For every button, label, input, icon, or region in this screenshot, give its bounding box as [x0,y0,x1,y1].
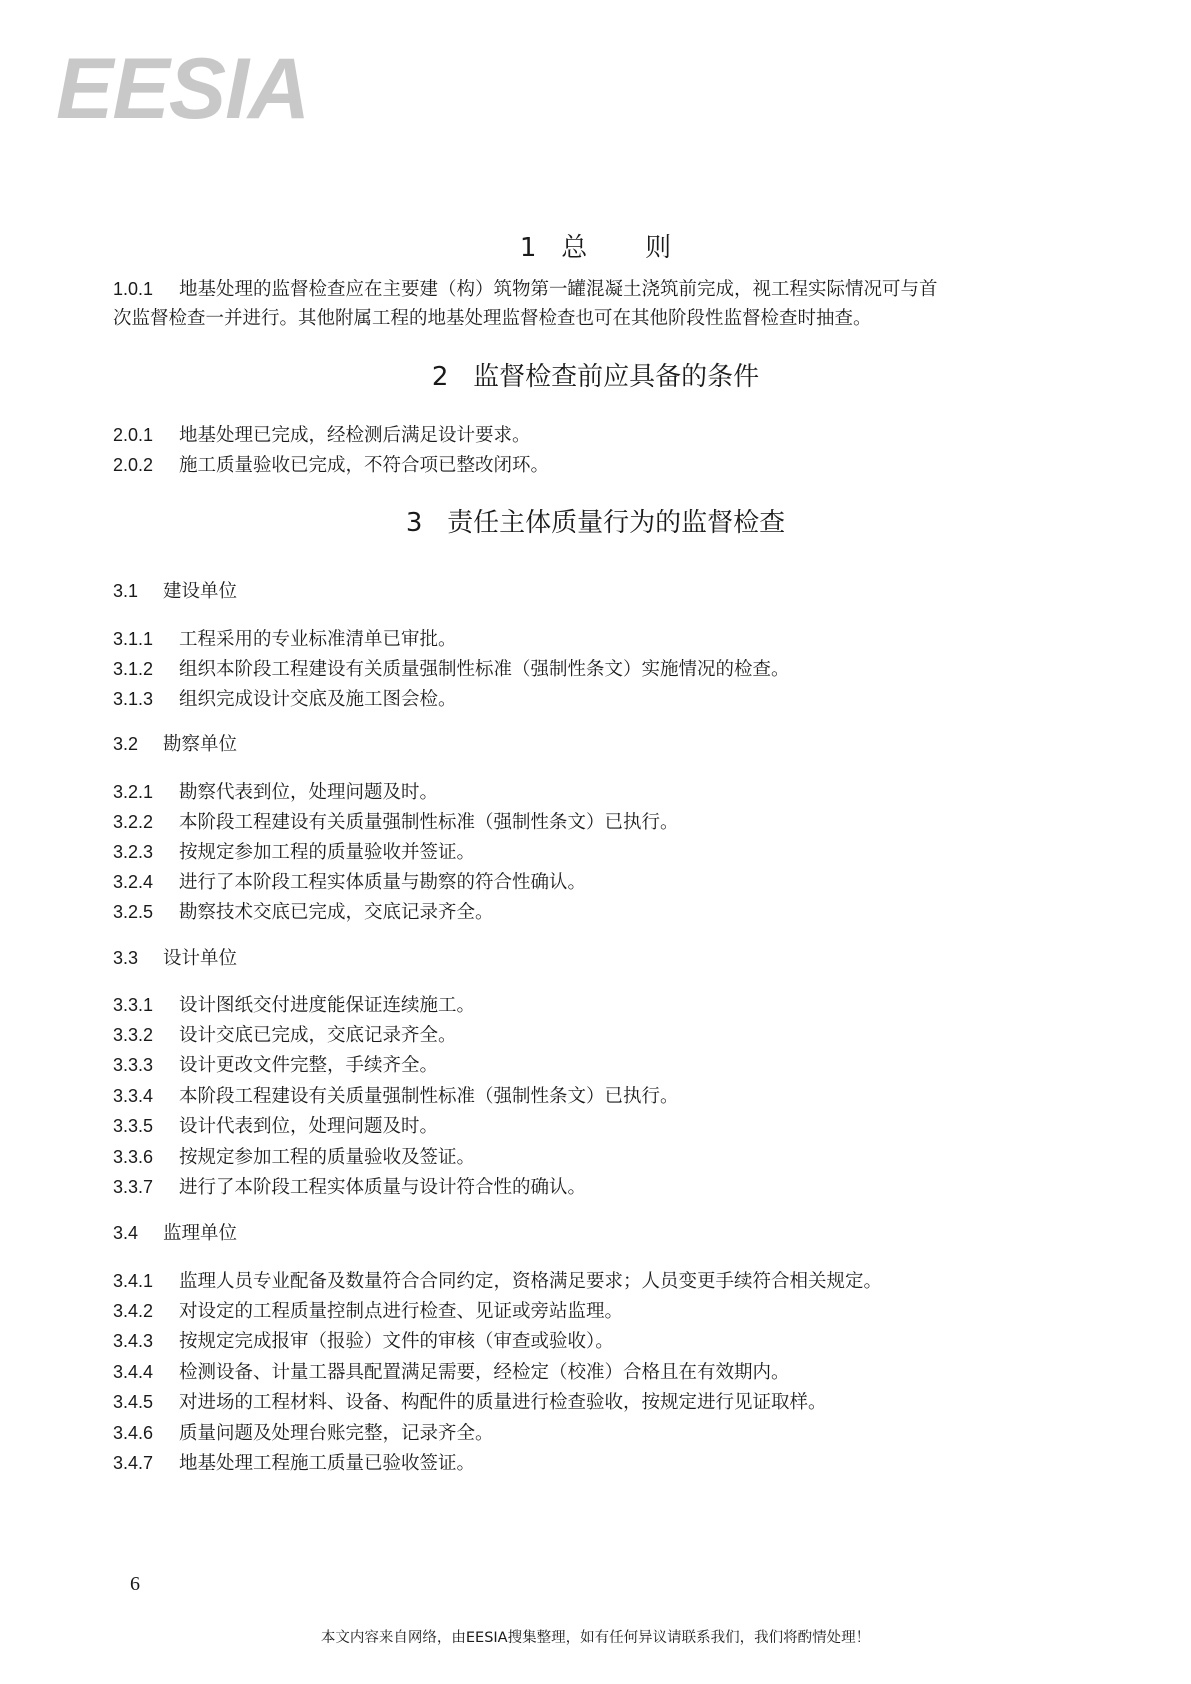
clause-number: 3.1.1 [113,629,154,649]
clause-text: 地基处理工程施工质量已验收签证。 [179,1453,476,1474]
clause-3-1-3 [113,686,1073,713]
clause-text: 检测设备、计量工器具配置满足需要，经检定（校准）合格且在有效期内。 [179,1362,790,1383]
clause-text: 进行了本阶段工程实体质量与设计符合性的确认。 [179,1177,587,1198]
clause-number: 3.1.2 [113,659,154,679]
clause-text: 按规定完成报审（报验）文件的审核（审查或验收）。 [179,1331,614,1352]
clause-text: 施工质量验收已完成，不符合项已整改闭环。 [179,455,550,476]
clause-text: 设计代表到位，处理问题及时。 [179,1116,439,1137]
chapter-1-heading: 1 总 则 [519,233,672,263]
clause-2-0-2 [113,452,1073,479]
clause-text: 质量问题及处理台账完整，记录齐全。 [179,1423,494,1444]
clause-text: 按规定参加工程的质量验收及签证。 [179,1147,476,1168]
clause-3-4-5 [113,1389,1073,1416]
clause-text: 设计图纸交付进度能保证连续施工。 [179,995,476,1016]
clause-3-3-6 [113,1144,1073,1171]
clause-number: 3.3.4 [113,1086,154,1106]
clause-text: 工程采用的专业标准清单已审批。 [179,629,457,650]
clause-number: 3.4.4 [113,1362,154,1382]
clause-number: 3.2.2 [113,812,154,832]
clause-3-4-1 [113,1268,1073,1295]
section-title: 建设单位 [163,581,238,602]
clause-3-2-5 [113,899,1073,926]
section-number: 3.2 [113,734,139,754]
clause-text: 地基处理的监督检查应在主要建（构）筑物第一罐混凝土浇筑前完成，视工程实际情况可与首 [179,279,938,300]
clause-number: 3.4.6 [113,1423,154,1443]
section-number: 3.1 [113,581,139,601]
section-number: 3.4 [113,1223,139,1243]
clause-3-2-1 [113,779,1073,806]
clause-text: 本阶段工程建设有关质量强制性标准（强制性条文）已执行。 [179,1086,679,1107]
clause-3-4-3 [113,1328,1073,1355]
clause-number: 3.1.3 [113,689,154,709]
section-3-4 [113,1220,1073,1247]
clause-number: 3.2.1 [113,782,154,802]
clause-1-0-1 [113,276,1073,303]
clause-3-4-2 [113,1298,1073,1325]
section-title: 监理单位 [163,1223,238,1244]
clause-number: 1.0.1 [113,279,154,299]
section-title: 勘察单位 [163,734,238,755]
clause-1-0-1-continued [113,306,1073,332]
clause-3-1-2 [113,656,1073,683]
clause-3-2-3 [113,839,1073,866]
clause-number: 2.0.1 [113,425,154,445]
clause-number: 3.4.5 [113,1392,154,1412]
clause-number: 3.3.2 [113,1025,154,1045]
clause-text: 组织完成设计交底及施工图会检。 [179,689,457,710]
clause-3-3-5 [113,1113,1073,1140]
clause-number: 3.3.3 [113,1055,154,1075]
clause-number: 3.4.7 [113,1453,154,1473]
chapter-3-heading: 3 责任主体质量行为的监督检查 [405,508,786,538]
clause-text: 组织本阶段工程建设有关质量强制性标准（强制性条文）实施情况的检查。 [179,659,790,680]
clause-number: 3.2.4 [113,872,154,892]
section-3-1 [113,578,1073,605]
clause-text-continued: 次监督检查一并进行。其他附属工程的地基处理监督检查也可在其他阶段性监督检查时抽查。 [113,308,872,329]
clause-3-4-6 [113,1420,1073,1447]
clause-text: 设计更改文件完整，手续齐全。 [179,1055,439,1076]
chapter-2-heading: 2 监督检查前应具备的条件 [431,362,760,392]
clause-3-2-2 [113,809,1073,836]
clause-text: 对进场的工程材料、设备、构配件的质量进行检查验收，按规定进行见证取样。 [179,1392,827,1413]
section-3-2 [113,731,1073,758]
clause-3-2-4 [113,869,1073,896]
clause-text: 本阶段工程建设有关质量强制性标准（强制性条文）已执行。 [179,812,679,833]
clause-text: 设计交底已完成，交底记录齐全。 [179,1025,457,1046]
clause-number: 3.3.6 [113,1147,154,1167]
clause-3-1-1 [113,626,1073,653]
clause-3-3-2 [113,1022,1073,1049]
clause-3-4-7 [113,1450,1073,1477]
clause-3-3-3 [113,1052,1073,1079]
clause-text: 对设定的工程质量控制点进行检查、见证或旁站监理。 [179,1301,624,1322]
clause-text: 监理人员专业配备及数量符合合同约定，资格满足要求；人员变更手续符合相关规定。 [179,1271,883,1292]
clause-text: 地基处理已完成，经检测后满足设计要求。 [179,425,531,446]
clause-3-3-7 [113,1174,1073,1201]
clause-number: 3.2.3 [113,842,154,862]
clause-text: 进行了本阶段工程实体质量与勘察的符合性确认。 [179,872,587,893]
clause-number: 3.4.3 [113,1331,154,1351]
clause-text: 勘察技术交底已完成，交底记录齐全。 [179,902,494,923]
clause-text: 按规定参加工程的质量验收并签证。 [179,842,476,863]
clause-number: 3.2.5 [113,902,154,922]
clause-3-3-4 [113,1083,1073,1110]
clause-number: 2.0.2 [113,455,154,475]
section-3-3 [113,945,1073,972]
clause-number: 3.4.2 [113,1301,154,1321]
clause-number: 3.3.5 [113,1116,154,1136]
clause-3-3-1 [113,992,1073,1019]
section-number: 3.3 [113,948,139,968]
eesia-logo: EESIA [56,41,310,137]
clause-number: 3.4.1 [113,1271,154,1291]
clause-3-4-4 [113,1359,1073,1386]
clause-2-0-1 [113,422,1073,449]
section-title: 设计单位 [163,948,238,969]
clause-number: 3.3.7 [113,1177,154,1197]
footer-disclaimer: 本文内容来自网络，由EESIA搜集整理，如有任何异议请联系我们，我们将酌情处理！ [320,1630,871,1646]
clause-text: 勘察代表到位，处理问题及时。 [179,782,439,803]
clause-number: 3.3.1 [113,995,154,1015]
page-number: 6 [130,1573,140,1595]
